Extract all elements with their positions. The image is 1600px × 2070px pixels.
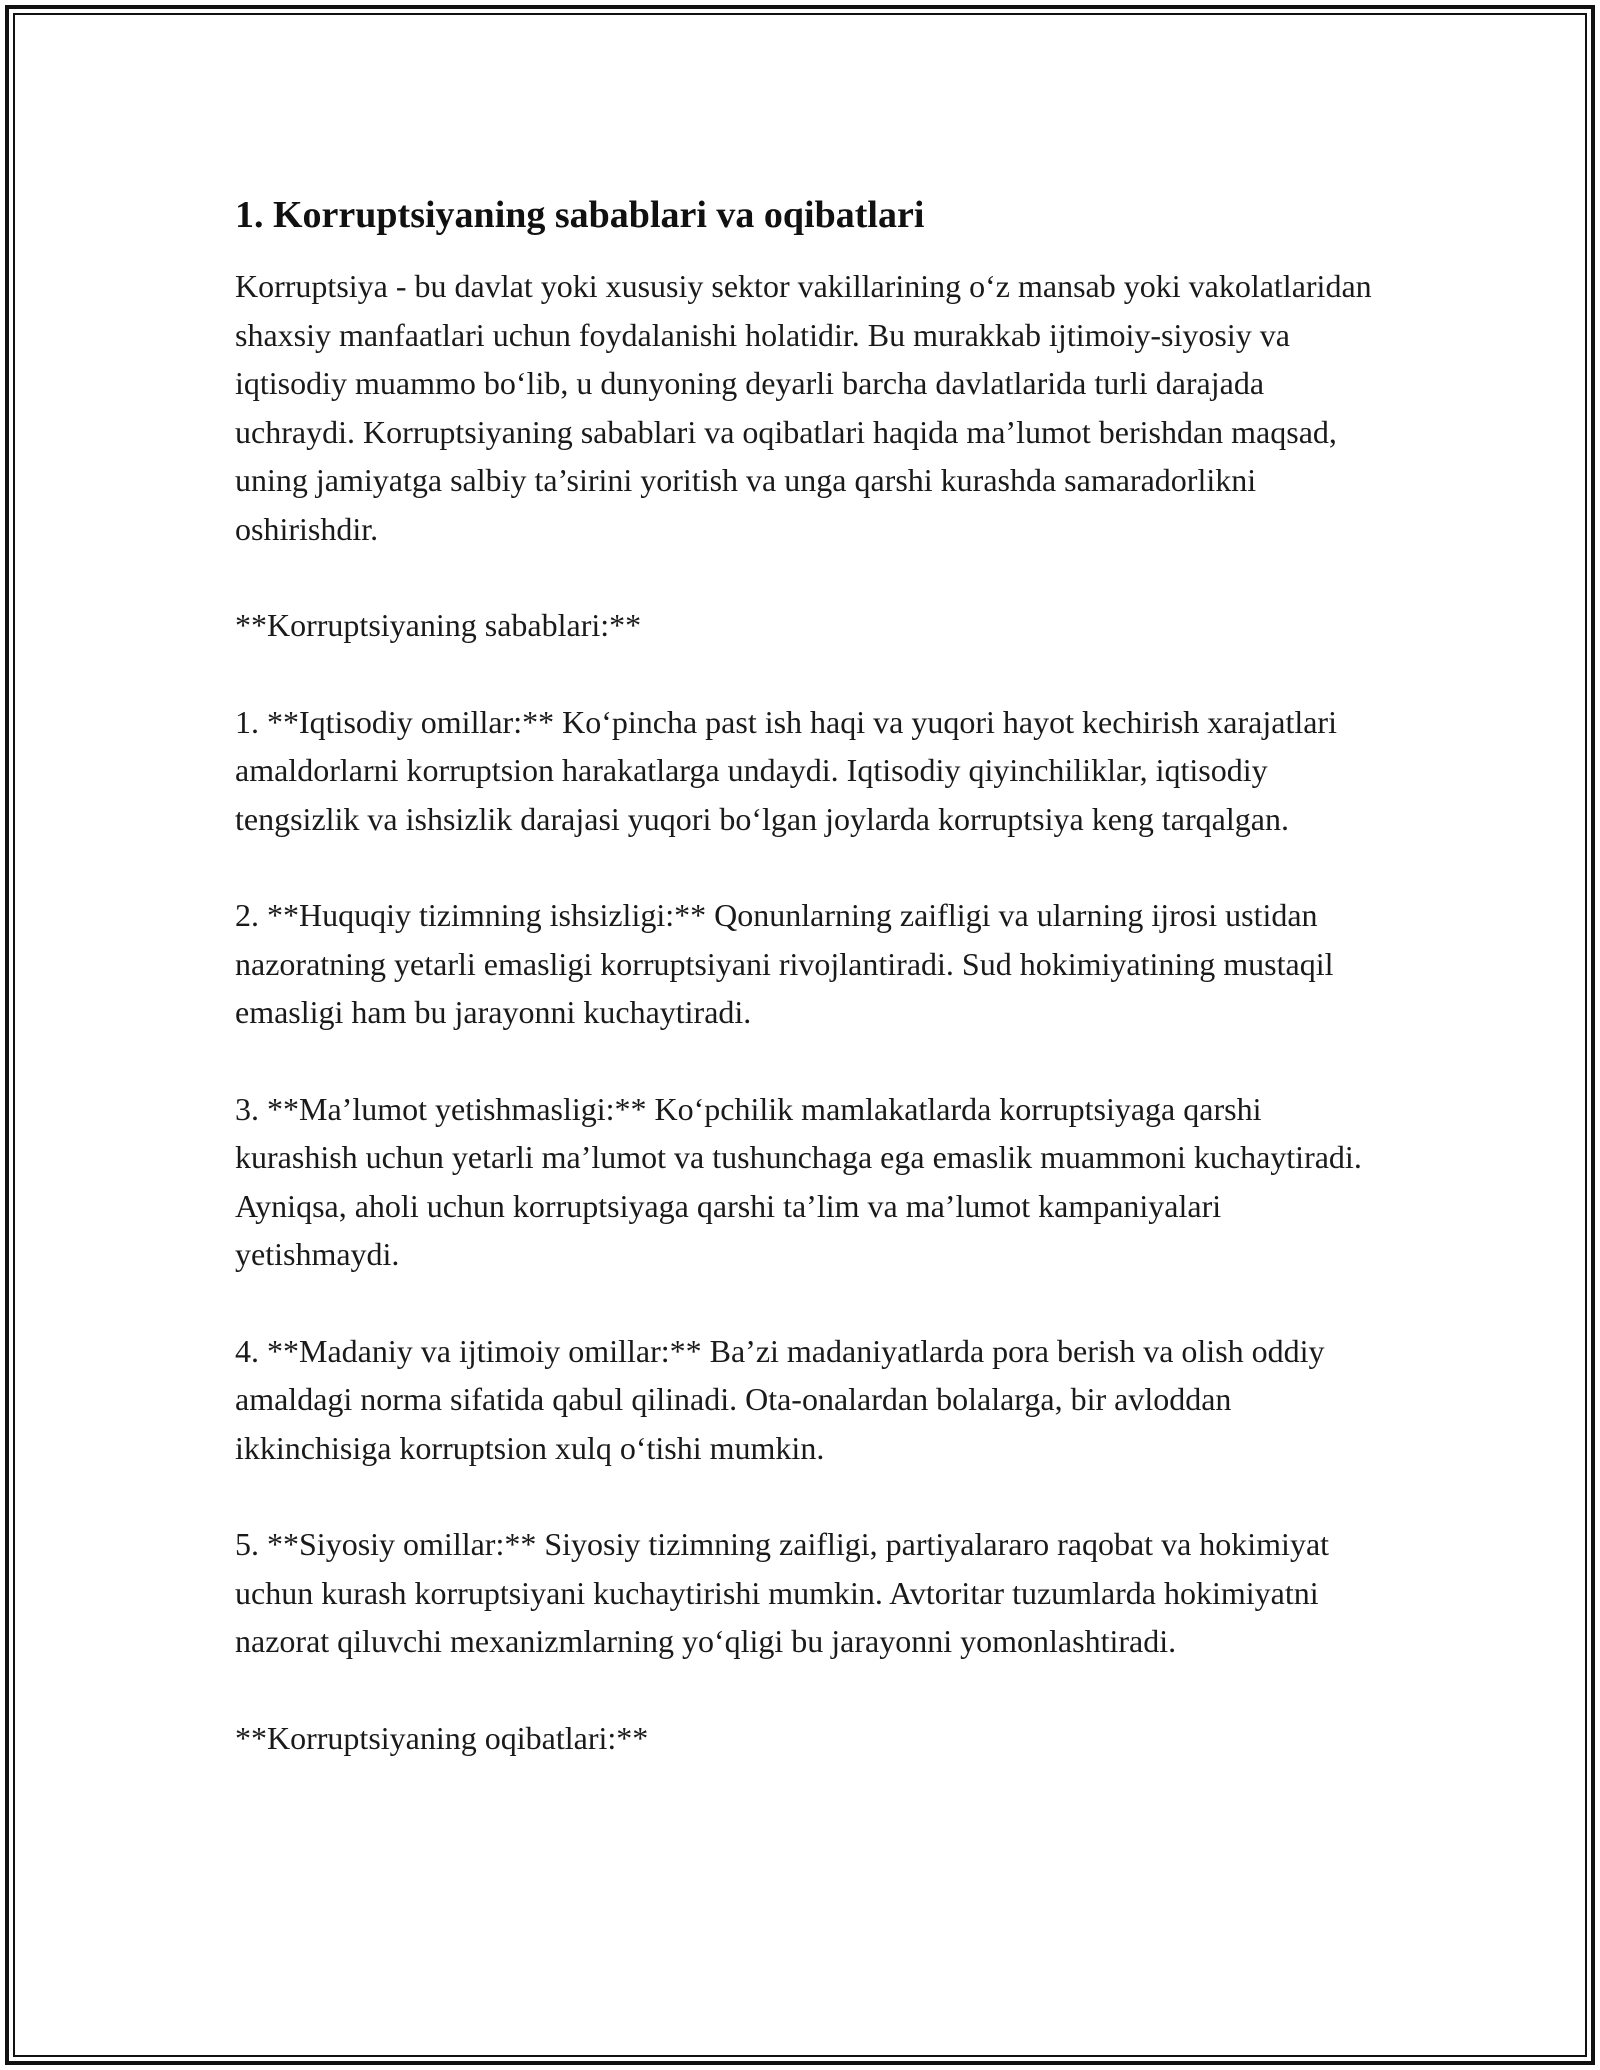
document-body (235, 186, 1375, 1810)
cause-cultural-paragraph: 4. **Madaniy va ijtimoiy omillar:** Ba’zi madaniyatlarda pora berish va olish oddiy amaldagi norma sifatida qabul qilinadi. Ota-onalardan bolalarga, bir avloddan ikkinchisiga korruptsion xulq o‘tishi mumkin. (235, 1332, 1325, 1466)
intro-paragraph: Korruptsiya - bu davlat yoki xususiy sektor vakillarining o‘z mansab yoki vakolatlaridan shaxsiy manfaatlari uchun foydalanishi holatidir. Bu murakkab ijtimoiy-siyosiy va iqtisodiy muammo bo‘lib, u dunyoning deyarli barcha davlatlarida turli darajada uchraydi. Korruptsiyaning sabablari va oqibatlari haqida ma’lumot berishdan maqsad, uning jamiyatga salbiy ta’sirini yoritish va unga qarshi kurashda samaradorlikni oshirishdir. (235, 268, 1372, 547)
cause-legal-paragraph: 2. **Huquqiy tizimning ishsizligi:** Qonunlarning zaifligi va ularning ijrosi ustidan nazoratning yetarli emasligi korruptsiyani rivojlantiradi. Sud hokimiyatining mustaqil emasligi ham bu jarayonni kuchaytiradi. (235, 897, 1334, 1030)
causes-subheading: **Korruptsiyaning sabablari:** (235, 607, 642, 643)
section-heading: 1. Korruptsiyaning sabablari va oqibatlari (235, 194, 925, 236)
cause-economic-paragraph: 1. **Iqtisodiy omillar:** Ko‘pincha past ish haqi va yuqori hayot kechirish xarajatlari amaldorlarni korruptsion harakatlarga undaydi. Iqtisodiy qiyinchiliklar, iqtisodiy tengsizlik va ishsizlik darajasi yuqori bo‘lgan joylarda korruptsiya keng tarqalgan. (235, 703, 1337, 837)
cause-political-paragraph: 5. **Siyosiy omillar:** Siyosiy tizimning zaifligi, partiyalararo raqobat va hokimiyat uchun kurash korruptsiyani kuchaytirishi mumkin. Avtoritar tuzumlarda hokimiyatni nazorat qiluvchi mexanizmlarning yo‘qligi bu jarayonni yomonlashtiradi. (235, 1526, 1330, 1659)
cause-information-paragraph: 3. **Ma’lumot yetishmasligi:** Ko‘pchilik mamlakatlarda korruptsiyaga qarshi kurashish uchun yetarli ma’lumot va tushunchaga ega emaslik muammoni kuchaytiradi. Ayniqsa, aholi uchun korruptsiyaga qarshi ta’lim va ma’lumot kampaniyalari yetishmaydi. (235, 1090, 1362, 1272)
consequences-subheading: **Korruptsiyaning oqibatlari:** (235, 1719, 649, 1756)
